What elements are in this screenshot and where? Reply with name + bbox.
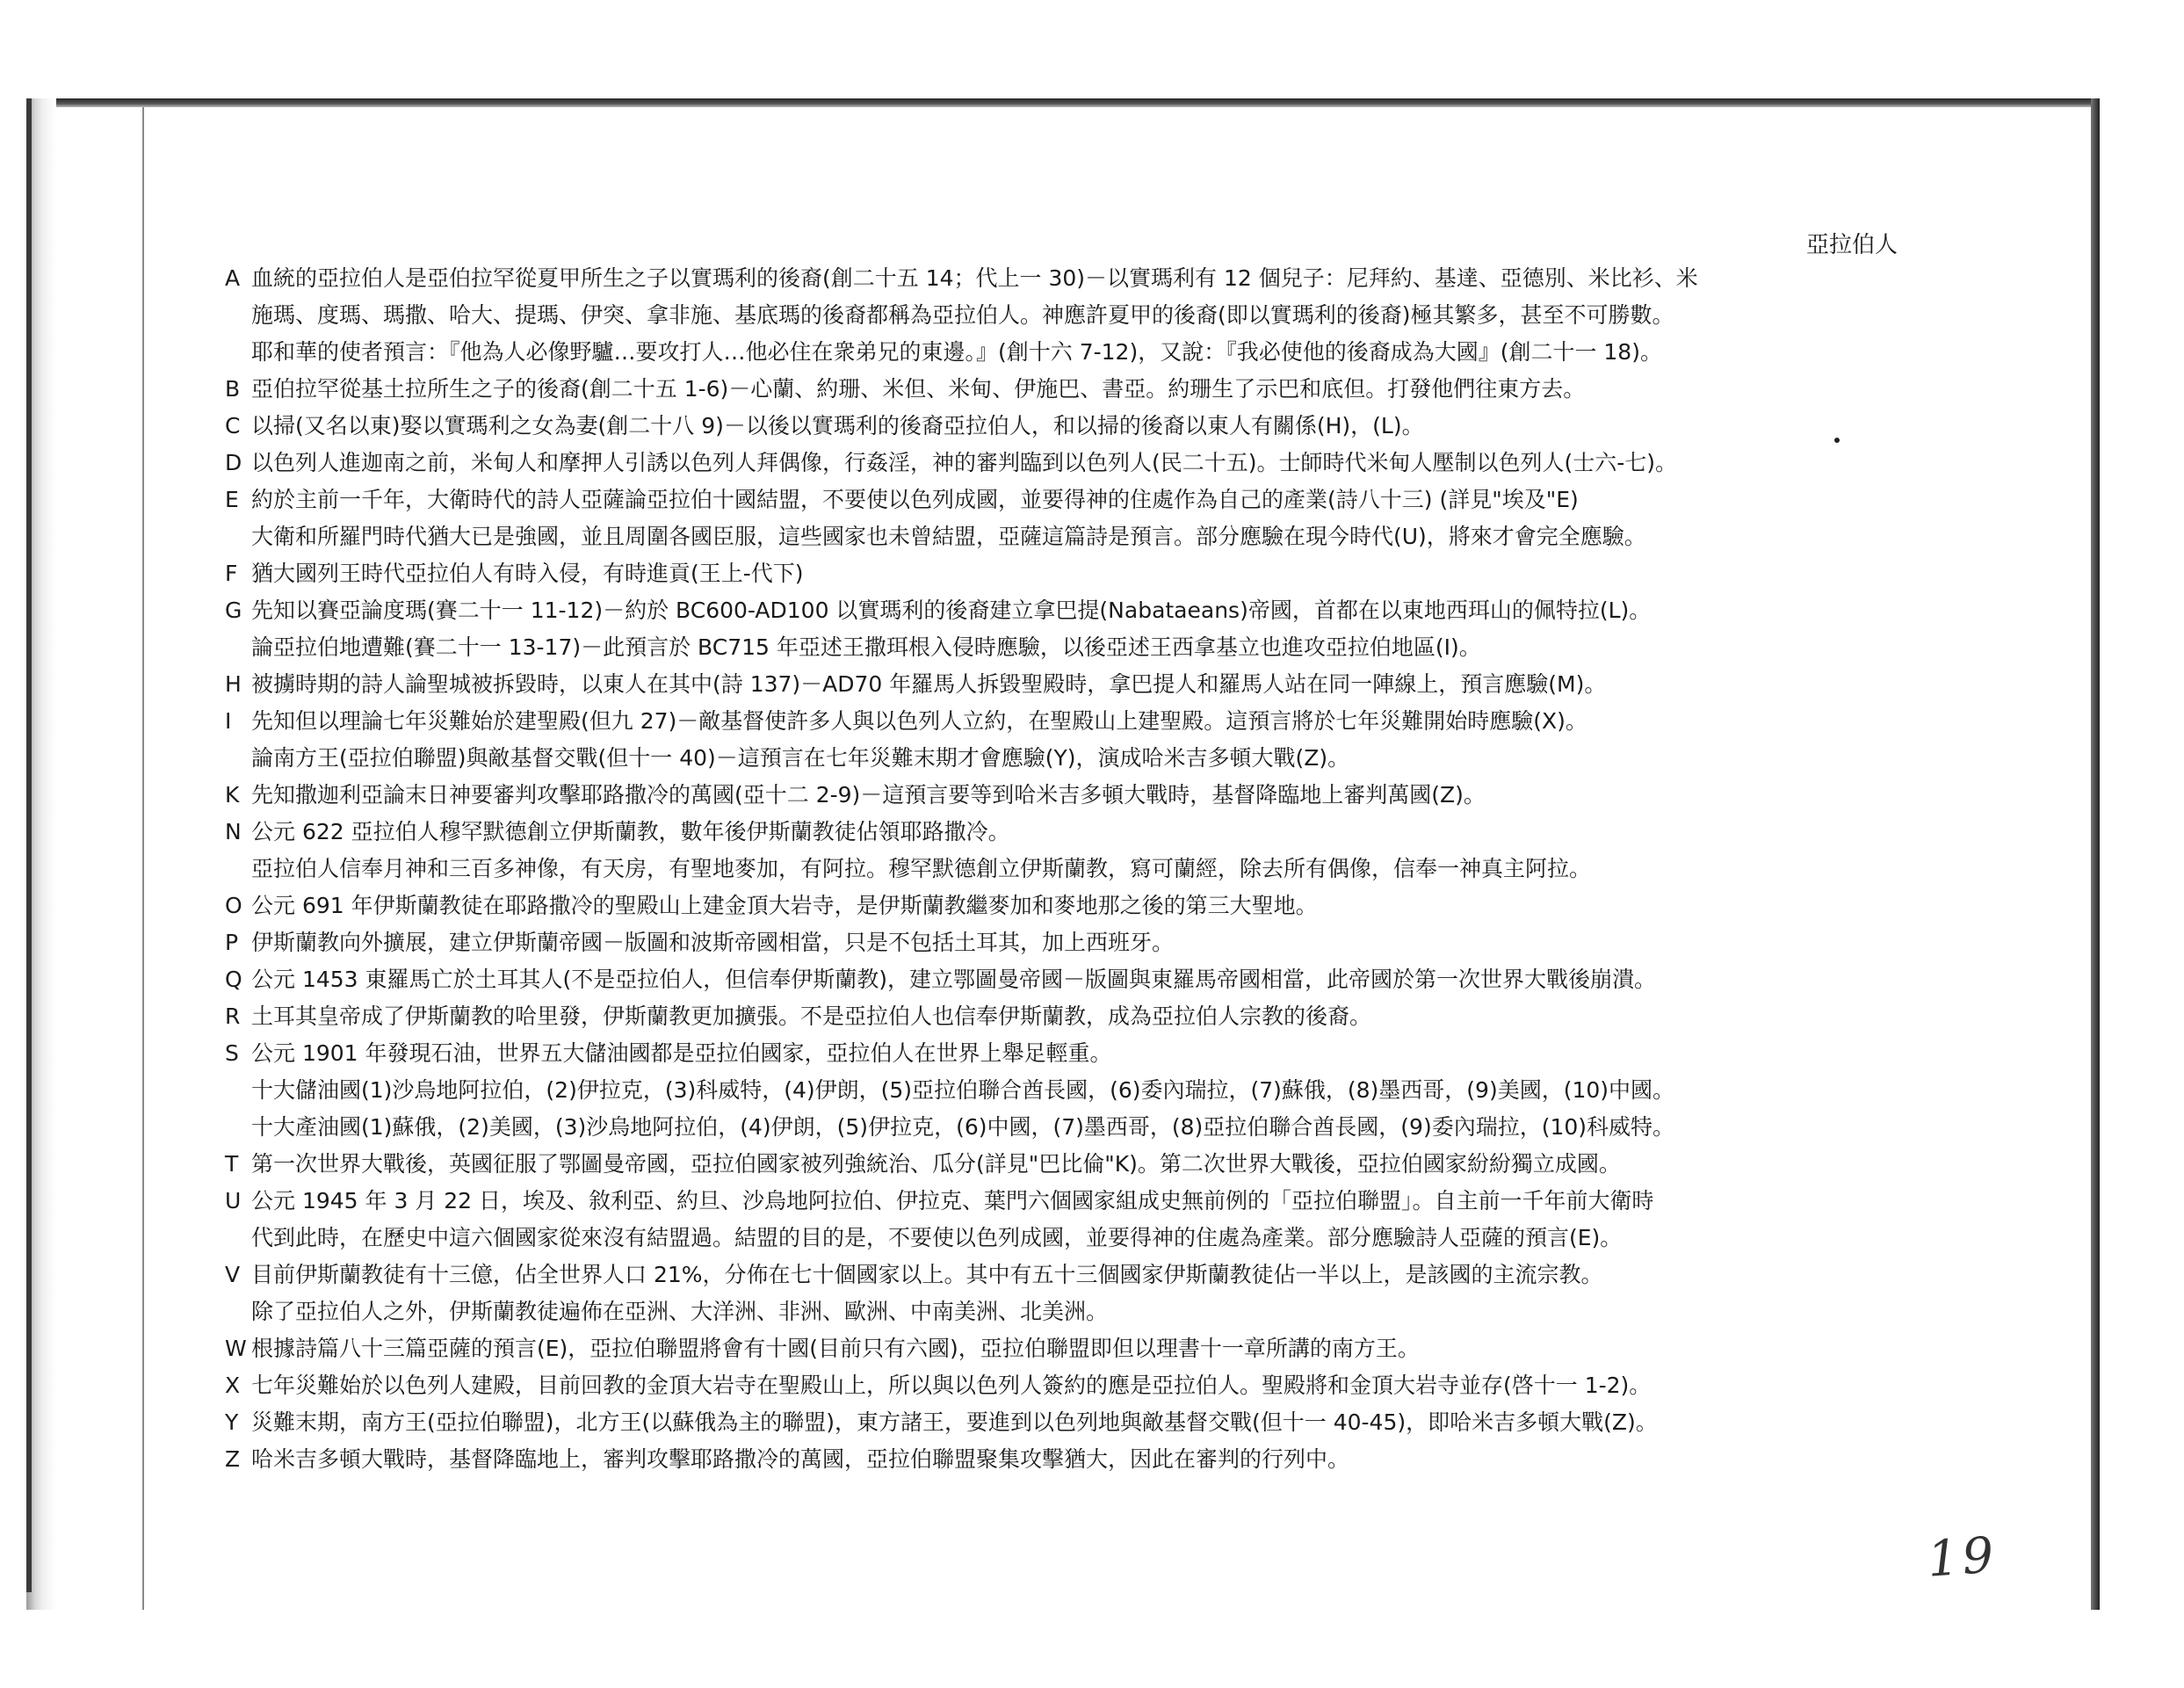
entry-letter: N <box>225 819 242 844</box>
entry-letter: W <box>225 1336 247 1361</box>
entry-text: 耶和華的使者預言：『他為人必像野驢…要攻打人…他必住在衆弟兄的東邊。』(創十六 7-12)，又說：『我必使他的後裔成為大國』(創二十一 18)。 <box>251 339 1662 365</box>
entry-text: 公元 1453 東羅馬亡於土耳其人(不是亞拉伯人，但信奉伊斯蘭教)，建立鄂圖曼帝國－版圖與東羅馬帝國相當，此帝國於第一次世界大戰後崩潰。 <box>251 967 1657 992</box>
entry-row <box>225 260 1894 297</box>
handwritten-page-number: 19 <box>1925 1526 2000 1589</box>
entry-letter: X <box>225 1373 241 1398</box>
entry-row <box>225 1146 1894 1183</box>
entry-continuation <box>225 851 1894 887</box>
entry-text: 以掃(又名以東)娶以實瑪利之女為妻(創二十八 9)－以後以實瑪利的後裔亞拉伯人，和以掃的後裔以東人有關係(H)，(L)。 <box>251 413 1424 438</box>
entry-text: 七年災難始於以色列人建殿，目前回教的金頂大岩寺在聖殿山上，所以與以色列人簽約的應是亞拉伯人。聖殿將和金頂大岩寺並存(啓十一 1-2)。 <box>251 1373 1652 1398</box>
entry-text: 先知以賽亞論度瑪(賽二十一 11-12)－約於 BC600-AD100 以實瑪利的後裔建立拿巴提(Nabataeans)帝國，首都在以東地西珥山的佩特拉(L)。 <box>251 598 1652 623</box>
entry-continuation <box>225 1109 1894 1146</box>
entry-letter: H <box>225 671 242 697</box>
scan-frame-right <box>2091 98 2100 1610</box>
entry-row <box>225 998 1894 1035</box>
entry-row <box>225 703 1894 740</box>
entry-text: 論南方王(亞拉伯聯盟)與敵基督交戰(但十一 40)－這預言在七年災難末期才會應驗(Y)，演成哈米吉多頓大戰(Z)。 <box>251 745 1350 771</box>
scan-frame-top <box>28 98 2100 107</box>
entry-row <box>225 924 1894 961</box>
entry-text: 根據詩篇八十三篇亞薩的預言(E)，亞拉伯聯盟將會有十國(目前只有六國)，亞拉伯聯盟即但以理書十一章所講的南方王。 <box>251 1336 1420 1361</box>
entry-row <box>225 1441 1894 1478</box>
entry-text: 十大產油國(1)蘇俄，(2)美國，(3)沙烏地阿拉伯，(4)伊朗，(5)伊拉克，(6)中國，(7)墨西哥，(8)亞拉伯聯合酋長國，(9)委內瑞拉，(10)科威特。 <box>251 1114 1675 1140</box>
entry-text: 公元 691 年伊斯蘭教徒在耶路撒冷的聖殿山上建金頂大岩寺，是伊斯蘭教繼麥加和麥地那之後的第三大聖地。 <box>251 893 1318 918</box>
entry-text: 哈米吉多頓大戰時，基督降臨地上，審判攻擊耶路撒冷的萬國，亞拉伯聯盟聚集攻擊猶大，因此在審判的行列中。 <box>251 1446 1350 1472</box>
entry-text: 災難末期，南方王(亞拉伯聯盟)，北方王(以蘇俄為主的聯盟)，東方諸王，要進到以色列地與敵基督交戰(但十一 40-45)，即哈米吉多頓大戰(Z)。 <box>251 1409 1658 1435</box>
entry-letter: S <box>225 1040 239 1066</box>
entry-text: 猶大國列王時代亞拉伯人有時入侵，有時進貢(王上-代下) <box>251 561 804 586</box>
entry-letter: C <box>225 413 241 438</box>
entry-continuation <box>225 1220 1894 1257</box>
entry-row <box>225 1367 1894 1404</box>
entry-text: 血統的亞拉伯人是亞伯拉罕從夏甲所生之子以實瑪利的後裔(創二十五 14；代上一 30)－以實瑪利有 12 個兒子：尼拜約、基達、亞德別、米比衫、米 <box>251 265 1698 291</box>
entry-text: 十大儲油國(1)沙烏地阿拉伯，(2)伊拉克，(3)科威特，(4)伊朗，(5)亞拉伯聯合酋長國，(6)委內瑞拉，(7)蘇俄，(8)墨西哥，(9)美國，(10)中國。 <box>251 1077 1675 1103</box>
entry-continuation <box>225 297 1894 334</box>
entry-text: 亞拉伯人信奉月神和三百多神像，有天房，有聖地麥加，有阿拉。穆罕默德創立伊斯蘭教，寫可蘭經，除去所有偶像，信奉一神真主阿拉。 <box>251 856 1592 881</box>
entry-text: 土耳其皇帝成了伊斯蘭教的哈里發，伊斯蘭教更加擴張。不是亞拉伯人也信奉伊斯蘭教，成為亞拉伯人宗教的後裔。 <box>251 1003 1372 1029</box>
entry-letter: Z <box>225 1446 241 1472</box>
entries-list <box>225 260 1894 1478</box>
entry-row <box>225 1035 1894 1072</box>
entry-row <box>225 408 1894 445</box>
entry-continuation <box>225 1072 1894 1109</box>
entry-text: 施瑪、度瑪、瑪撒、哈大、提瑪、伊突、拿非施、基底瑪的後裔都稱為亞拉伯人。神應許夏甲的後裔(即以實瑪利的後裔)極其繁多，甚至不可勝數。 <box>251 302 1674 328</box>
entry-text: 第一次世界大戰後，英國征服了鄂圖曼帝國，亞拉伯國家被列強統治、瓜分(詳見"巴比倫"K)。第二次世界大戰後，亞拉伯國家紛紛獨立成國。 <box>251 1151 1621 1177</box>
scan-frame-left-edge <box>26 98 32 1592</box>
entry-letter: A <box>225 265 241 291</box>
entry-continuation <box>225 1293 1894 1330</box>
scan-fold-line <box>142 107 144 1610</box>
entry-row <box>225 482 1894 518</box>
entry-text: 目前伊斯蘭教徒有十三億，佔全世界人口 21%，分佈在七十個國家以上。其中有五十三個國家伊斯蘭教徒佔一半以上，是該國的主流宗教。 <box>251 1262 1603 1287</box>
entry-row <box>225 1330 1894 1367</box>
entry-text: 約於主前一千年，大衛時代的詩人亞薩論亞拉伯十國結盟，不要使以色列成國，並要得神的住處作為自己的產業(詩八十三) (詳見"埃及"E) <box>251 487 1579 512</box>
entry-letter: Q <box>225 967 242 992</box>
entry-continuation <box>225 334 1894 371</box>
entry-letter: R <box>225 1003 241 1029</box>
entry-row <box>225 555 1894 592</box>
entry-continuation <box>225 629 1894 666</box>
entry-text: 被擄時期的詩人論聖城被拆毀時，以東人在其中(詩 137)－AD70 年羅馬人拆毀聖殿時，拿巴提人和羅馬人站在同一陣線上，預言應驗(M)。 <box>251 671 1607 697</box>
entry-text: 論亞拉伯地遭難(賽二十一 13-17)－此預言於 BC715 年亞述王撒珥根入侵時應驗，以後亞述王西拿基立也進攻亞拉伯地區(I)。 <box>251 634 1481 660</box>
entry-letter: K <box>225 782 240 808</box>
entry-row <box>225 777 1894 814</box>
entry-text: 除了亞拉伯人之外，伊斯蘭教徒遍佈在亞洲、大洋洲、非洲、歐洲、中南美洲、北美洲。 <box>251 1299 1109 1324</box>
entry-letter: I <box>225 708 232 734</box>
entry-continuation <box>225 740 1894 777</box>
entry-row <box>225 1257 1894 1293</box>
entry-letter: P <box>225 930 239 955</box>
entry-text: 先知但以理論七年災難始於建聖殿(但九 27)－敵基督使許多人與以色列人立約，在聖殿山上建聖殿。這預言將於七年災難開始時應驗(X)。 <box>251 708 1587 734</box>
entry-letter: T <box>225 1151 239 1177</box>
entry-letter: G <box>225 598 242 623</box>
entry-row <box>225 1404 1894 1441</box>
entry-row <box>225 445 1894 482</box>
entry-text: 大衛和所羅門時代猶大已是強國，並且周圍各國臣服，這些國家也未曾結盟，亞薩這篇詩是預言。部分應驗在現今時代(U)，將來才會完全應驗。 <box>251 524 1646 549</box>
entry-text: 伊斯蘭教向外擴展，建立伊斯蘭帝國－版圖和波斯帝國相當，只是不包括土耳其，加上西班牙。 <box>251 930 1175 955</box>
entry-row <box>225 1183 1894 1220</box>
entry-row <box>225 814 1894 851</box>
entry-letter: D <box>225 450 242 475</box>
page-title: 亞拉伯人 <box>1805 232 1898 258</box>
entry-text: 亞伯拉罕從基土拉所生之子的後裔(創二十五 1-6)－心蘭、約珊、米但、米甸、伊施巴、書亞。約珊生了示巴和底但。打發他們往東方去。 <box>251 376 1586 402</box>
entry-text: 代到此時，在歷史中這六個國家從來沒有結盟過。結盟的目的是，不要使以色列成國，並要得神的住處為產業。部分應驗詩人亞薩的預言(E)。 <box>251 1225 1623 1250</box>
entry-text: 先知撒迦利亞論末日神要審判攻擊耶路撒冷的萬國(亞十二 2-9)－這預言要等到哈米吉多頓大戰時，基督降臨地上審判萬國(Z)。 <box>251 782 1486 808</box>
entry-text: 以色列人進迦南之前，米甸人和摩押人引誘以色列人拜偶像，行姦淫，神的審判臨到以色列人(民二十五)。士師時代米甸人壓制以色列人(士六-七)。 <box>251 450 1678 475</box>
entry-row <box>225 371 1894 408</box>
entry-text: 公元 1945 年 3 月 22 日，埃及、敘利亞、約旦、沙烏地阿拉伯、伊拉克、葉門六個國家組成史無前例的「亞拉伯聯盟」。自主前一千年前大衛時 <box>251 1188 1654 1213</box>
entry-letter: O <box>225 893 242 918</box>
entry-text: 公元 1901 年發現石油，世界五大儲油國都是亞拉伯國家，亞拉伯人在世界上舉足輕重。 <box>251 1040 1112 1066</box>
entry-row <box>225 666 1894 703</box>
entry-letter: F <box>225 561 238 586</box>
entry-letter: E <box>225 487 239 512</box>
entry-letter: B <box>225 376 241 402</box>
entry-letter: V <box>225 1262 241 1287</box>
entry-letter: U <box>225 1188 242 1213</box>
entry-row <box>225 592 1894 629</box>
entry-row <box>225 961 1894 998</box>
entry-text: 公元 622 亞拉伯人穆罕默德創立伊斯蘭教，數年後伊斯蘭教徒佔領耶路撒冷。 <box>251 819 1010 844</box>
entry-continuation <box>225 518 1894 555</box>
entry-letter: Y <box>225 1409 239 1435</box>
entry-row <box>225 887 1894 924</box>
